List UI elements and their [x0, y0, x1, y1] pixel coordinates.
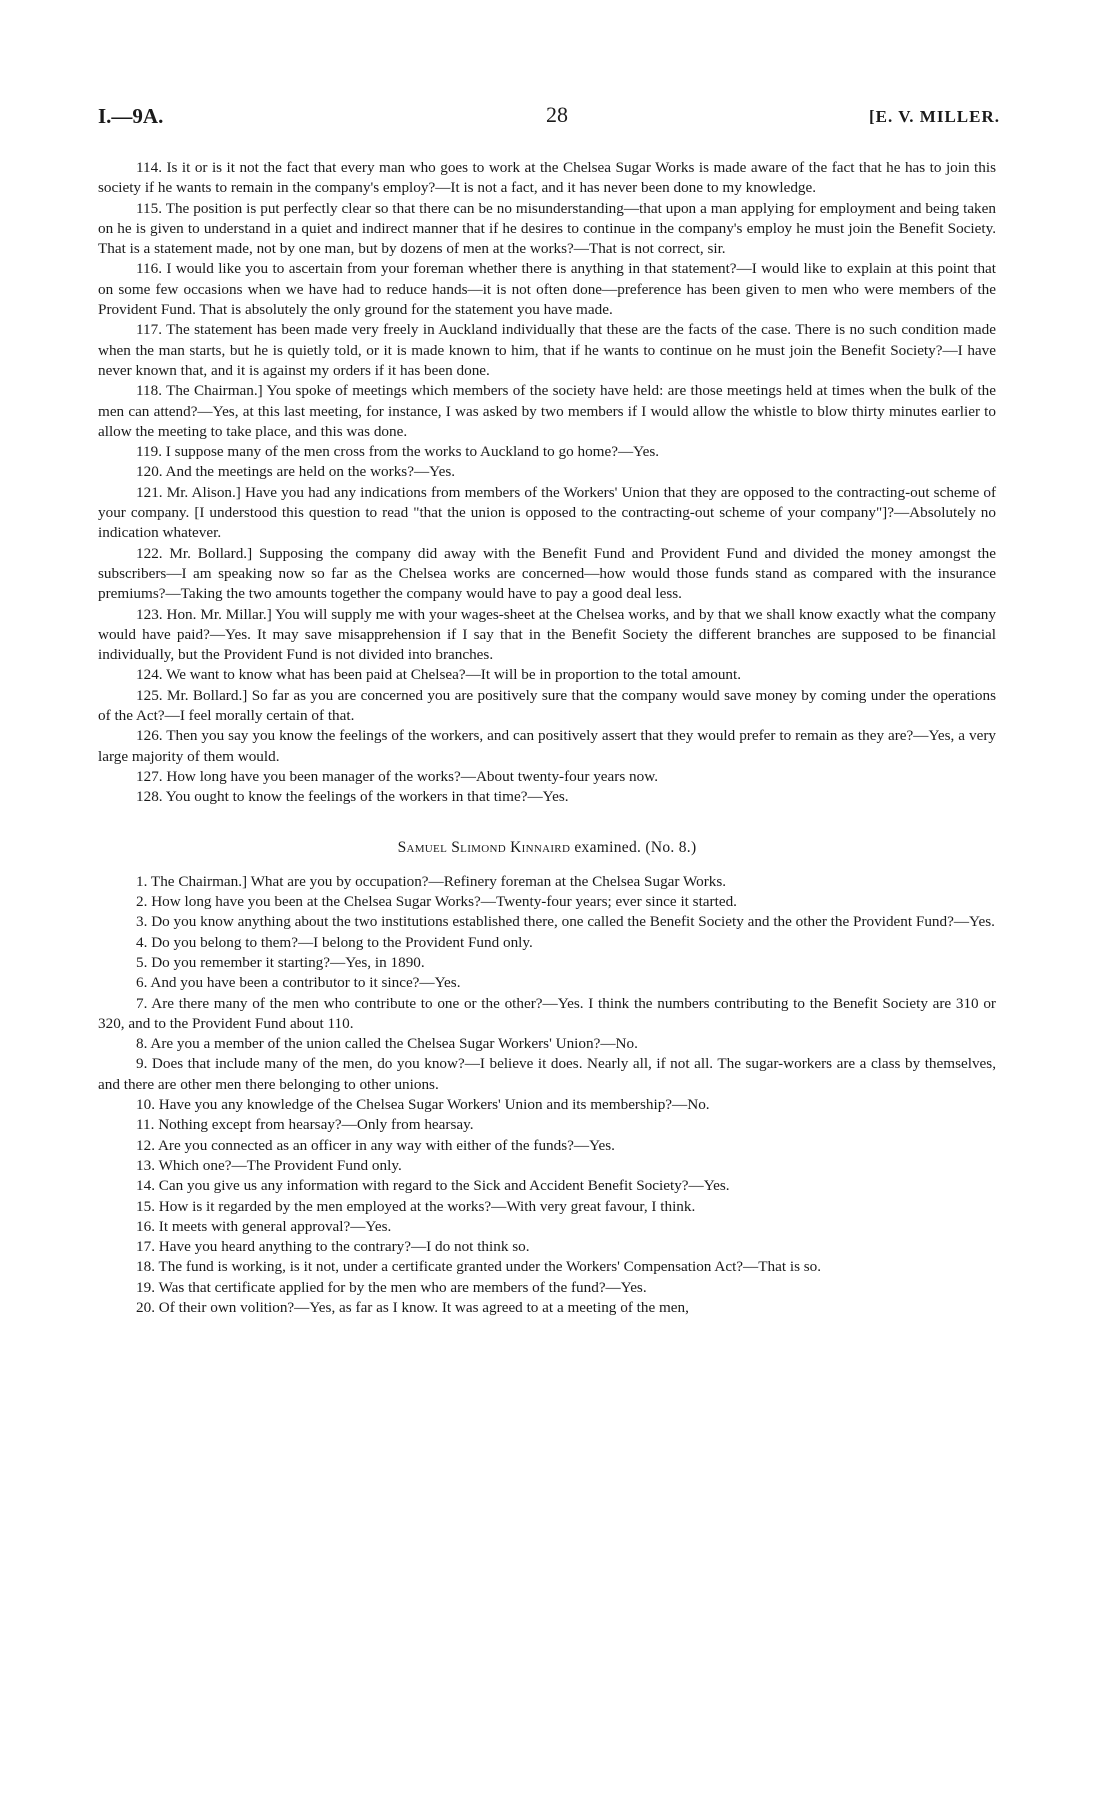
paragraph: 116. I would like you to ascertain from your foreman whether there is anything in that statement?—I would like to explain at this point that on some few occasions when we have had to reduce hands—it is not often done—preference has been given to men who were members of the Provident Fund. That is absolutely the only ground for the statement you have made.	[98, 260, 996, 319]
witness-name: [E. V. MILLER.	[869, 107, 1000, 126]
paragraph: 122. Mr. Bollard.] Supposing the company did away with the Benefit Fund and Provident Fund and divided the money amongst the subscribers—I am speaking now so far as the Chelsea works are concerned—how would those funds stand as compared with the insurance premiums?—Taking the two amounts together the company would have to pay a good deal less.	[98, 544, 996, 603]
page-body	[98, 158, 996, 1318]
paragraph: 7. Are there many of the men who contribute to one or the other?—Yes. I think the numbers contributing to the Benefit Society are 310 or 320, and to the Provident Fund about 110.	[98, 994, 996, 1032]
paragraph: 119. I suppose many of the men cross from the works to Auckland to go home?—Yes.	[136, 443, 660, 461]
paragraph: 120. And the meetings are held on the works?—Yes.	[136, 463, 456, 481]
paragraph: 124. We want to know what has been paid at Chelsea?—It will be in proportion to the total amount.	[136, 666, 742, 684]
paragraph: 123. Hon. Mr. Millar.] You will supply me with your wages-sheet at the Chelsea works, and by that we shall know exactly what the company would have paid?—Yes. It may save misapprehension if I say that in the Benefit Society the different branches are supposed to be financial individually, but the Provident Fund is not divided into branches.	[98, 605, 996, 664]
witness-heading-rest: examined. (No. 8.)	[574, 838, 697, 856]
paragraph: 9. Does that include many of the men, do you know?—I believe it does. Nearly all, if not all. The sugar-workers are a class by themselves, and there are other men there belonging to other unions.	[98, 1055, 996, 1093]
paragraph: 127. How long have you been manager of the works?—About twenty-four years now.	[136, 767, 659, 785]
paragraph: 121. Mr. Alison.] Have you had any indications from members of the Workers' Union that they are opposed to the contracting-out scheme of your company. [I understood this question to read "that the union is opposed to the contracting-out scheme of your company"]?—Absolutely no indication whatever.	[98, 483, 996, 542]
paragraph: 2. How long have you been at the Chelsea Sugar Works?—Twenty-four years; ever since it started.	[136, 893, 737, 911]
paragraph: 117. The statement has been made very freely in Auckland individually that these are the facts of the case. There is no such condition made when the man starts, but he is quietly told, or it is made known to him, that if he wants to continue on he must join the Benefit Society?—I have never known that, and it is against my orders if it has been done.	[98, 321, 996, 379]
paragraph: 12. Are you connected as an officer in any way with either of the funds?—Yes.	[136, 1136, 615, 1154]
paragraph: 4. Do you belong to them?—I belong to the Provident Fund only.	[136, 933, 533, 951]
paragraph: 20. Of their own volition?—Yes, as far as I know. It was agreed to at a meeting of the men,	[136, 1299, 689, 1317]
paragraph: 16. It meets with general approval?—Yes.	[136, 1217, 392, 1235]
paragraph: 10. Have you any knowledge of the Chelsea Sugar Workers' Union and its membership?—No.	[136, 1096, 710, 1114]
paragraph: 118. The Chairman.] You spoke of meetings which members of the society have held: are those meetings held at times when the bulk of the men can attend?—Yes, at this last meeting, for instance, I was asked by two members if I would allow the whistle to blow thirty minutes earlier to allow the meeting to take place, and this was done.	[98, 382, 996, 440]
paragraph: 114. Is it or is it not the fact that every man who goes to work at the Chelsea Sugar Works is made aware of the fact that he has to join this society if he wants to remain in the company's employ?—It is not a fact, and it has never been done to my knowledge.	[98, 159, 996, 197]
witness-heading	[98, 838, 996, 858]
paragraph: 5. Do you remember it starting?—Yes, in 1890.	[136, 953, 425, 971]
paragraph: 8. Are you a member of the union called the Chelsea Sugar Workers' Union?—No.	[136, 1035, 638, 1053]
paragraph: 6. And you have been a contributor to it since?—Yes.	[136, 974, 461, 992]
paragraph: 11. Nothing except from hearsay?—Only from hearsay.	[136, 1116, 474, 1134]
page-number: 28	[546, 102, 568, 127]
paragraph: 115. The position is put perfectly clear so that there can be no misunderstanding—that upon a man applying for employment and being taken on he is given to understand in a quiet and indirect manner that if he desires to continue in the company's employ he must join the Benefit Society. That is a statement made, not by one man, but by dozens of men at the works?—That is not correct, sir.	[98, 199, 996, 258]
paragraph: 13. Which one?—The Provident Fund only.	[136, 1156, 402, 1174]
paragraph: 1. The Chairman.] What are you by occupation?—Refinery foreman at the Chelsea Sugar Works.	[136, 872, 727, 890]
paragraph: 17. Have you heard anything to the contrary?—I do not think so.	[136, 1238, 530, 1256]
paragraph: 128. You ought to know the feelings of the workers in that time?—Yes.	[136, 788, 569, 806]
paragraph: 3. Do you know anything about the two institutions established there, one called the Benefit Society and the other the Provident Fund?—Yes.	[136, 913, 995, 931]
paragraph: 15. How is it regarded by the men employed at the works?—With very great favour, I think.	[136, 1197, 696, 1215]
paragraph: 19. Was that certificate applied for by the men who are members of the fund?—Yes.	[136, 1278, 647, 1296]
witness-heading-name: Samuel Slimond Kinnaird	[397, 838, 571, 856]
paragraph: 18. The fund is working, is it not, under a certificate granted under the Workers' Compensation Act?—That is so.	[136, 1258, 822, 1276]
paragraph: 125. Mr. Bollard.] So far as you are concerned you are positively sure that the company would save money by coming under the operations of the Act?—I feel morally certain of that.	[98, 686, 996, 725]
paragraph: 14. Can you give us any information with regard to the Sick and Accident Benefit Society?—Yes.	[136, 1177, 730, 1195]
paper-reference: I.—9A.	[98, 104, 164, 128]
paragraph: 126. Then you say you know the feelings of the workers, and can positively assert that they would prefer to remain as they are?—Yes, a very large majority of them would.	[98, 727, 996, 765]
